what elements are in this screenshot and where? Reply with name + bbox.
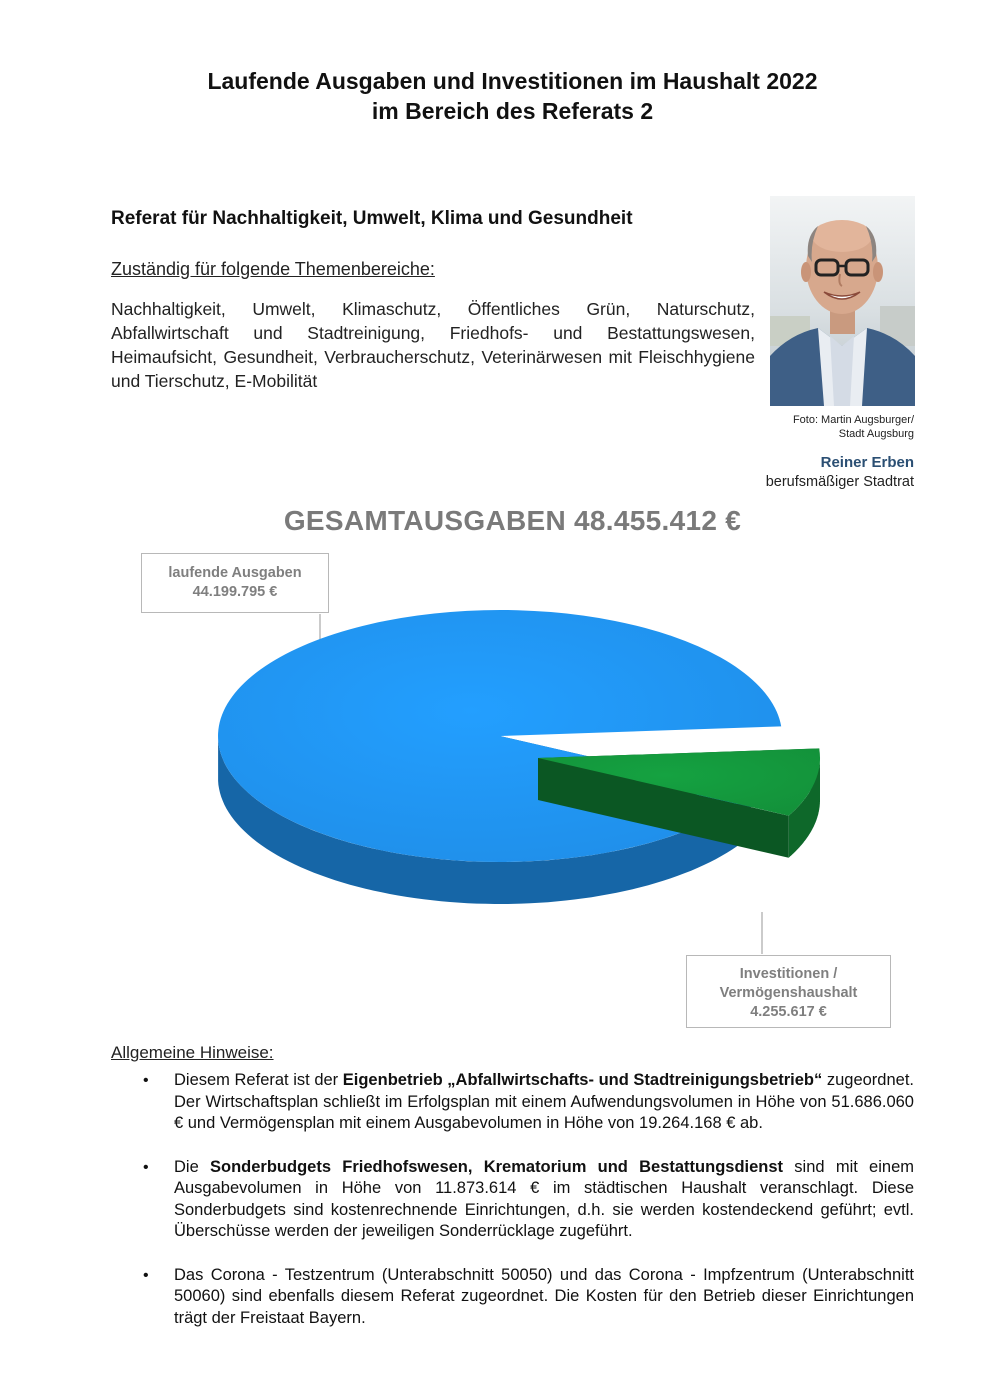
topics-paragraph: Nachhaltigkeit, Umwelt, Klimaschutz, Öffentliches Grün, Naturschutz, Abfallwirtschaft und Stadtreinigung, Friedhofs- und Bestattungswesen, Heimaufsicht, Gesundheit, Verbraucherschutz, Veterinärwesen mit Fleischhygiene und Tierschutz, E-Mobilität: [111, 299, 755, 391]
note-text: Diesem Referat ist der: [174, 1071, 343, 1089]
bullet-icon: •: [143, 1266, 149, 1284]
person-name: Reiner Erben: [820, 454, 914, 471]
callout-running-expenses-label: laufende Ausgaben: [168, 565, 302, 581]
callout-investments-label-2: Vermögenshaushalt: [719, 985, 858, 1001]
portrait-photo: [770, 196, 915, 406]
portrait-illustration: [770, 196, 915, 406]
note-text: Die: [174, 1157, 211, 1176]
photo-credit-line-1: Foto: Martin Augsburger/: [792, 414, 914, 426]
note-item: [111, 1265, 914, 1330]
notes-heading: Allgemeine Hinweise:: [111, 1043, 274, 1062]
note-text: sind mit einem Ausgabevolumen in Höhe von 11.873.614 € im städtischen Haushalt veranschlagt. Diese Sonderbudgets sind kostenrechnende Einrichtungen, d.h. sie werden kostendeckend geführt; evtl. Überschüsse werden der jeweiligen Sonderrücklage zugeführt.: [174, 1157, 914, 1240]
note-emphasis: Eigenbetrieb „Abfallwirtschafts- und Stadtreinigungsbetrieb“: [342, 1071, 823, 1089]
note-item: [111, 1070, 914, 1135]
referat-heading: Referat für Nachhaltigkeit, Umwelt, Klima und Gesundheit: [111, 208, 633, 229]
callout-investments-label-1: Investitionen /: [739, 966, 838, 982]
note-text: Das Corona - Testzentrum (Unterabschnitt 50050) und das Corona - Impfzentrum (Unterabschnitt 50060) sind ebenfalls diesem Referat zugeordnet. Die Kosten für den Betrieb dieser Einrichtungen trägt der Freistaat Bayern.: [174, 1265, 914, 1327]
note-item: [111, 1157, 914, 1243]
photo-credit-line-2: Stadt Augsburg: [838, 428, 914, 440]
page-title-line-1: Laufende Ausgaben und Investitionen im Haushalt 2022: [207, 68, 818, 94]
callout-investments-value: 4.255.617 €: [750, 1004, 827, 1020]
notes-list: [111, 1070, 914, 1351]
note-text: zugeordnet. Der Wirtschaftsplan schließt im Erfolgsplan mit einem Aufwendungsvolumen in Höhe von 51.686.060 € und Vermögensplan mit einem Ausgabevolumen in Höhe von 19.264.168 € ab.: [174, 1071, 914, 1132]
responsibility-label: Zuständig für folgende Themenbereiche:: [111, 259, 435, 279]
chart-title: GESAMTAUSGABEN 48.455.412 €: [283, 505, 742, 536]
callout-investments: [686, 955, 891, 1028]
page-title: [0, 66, 1007, 126]
person-role: berufsmäßiger Stadtrat: [765, 474, 914, 490]
note-emphasis: Sonderbudgets Friedhofswesen, Krematorium und Bestattungsdienst: [210, 1157, 784, 1176]
bullet-icon: •: [143, 1158, 149, 1176]
bullet-icon: •: [143, 1072, 149, 1089]
page-title-line-2: im Bereich des Referats 2: [371, 98, 654, 124]
callout-running-expenses-value: 44.199.795 €: [192, 584, 278, 600]
photo-credit: [793, 413, 914, 441]
callout-running-expenses: [141, 553, 329, 613]
